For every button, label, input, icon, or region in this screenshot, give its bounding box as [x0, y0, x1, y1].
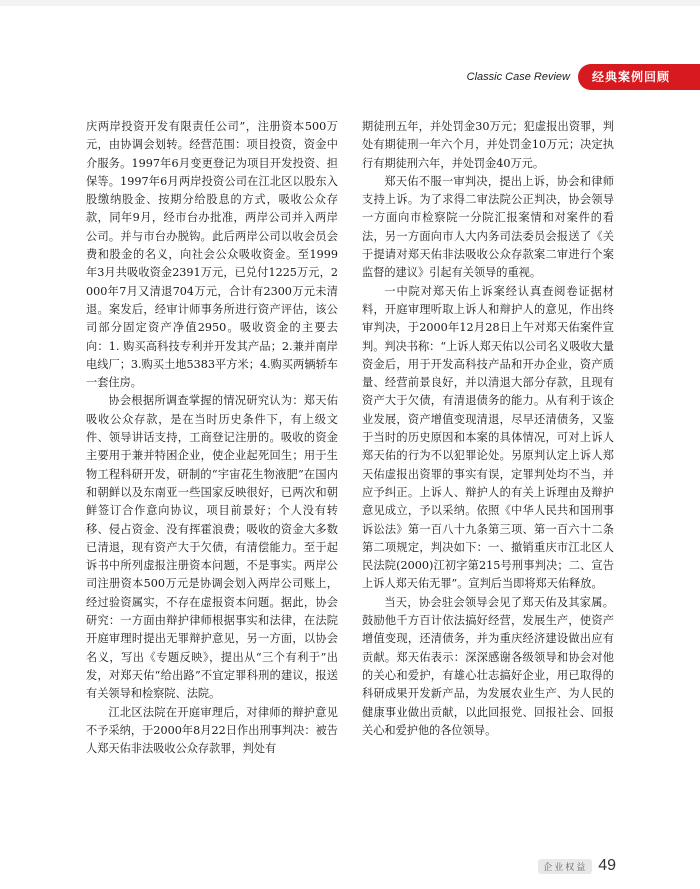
section-title-en: Classic Case Review: [466, 71, 570, 83]
paragraph: 一中院对郑天佑上诉案经认真查阅卷证据材料，开庭审理听取上诉人和辩护人的意见，作出终审判决，于2000年12月28日上午对郑天佑案件宣判。判决书称：“上诉人郑天佑以公司名义吸收大量资金后，用于开发高科技产品和开办企业，资产质量、经营前景良好，并以清退大部分存款，且现有资产大于欠债，有清退债务的能力。从有利于该企业发展，资产增值变现清退，尽早还清债务，又鉴于当时的历史原因和本案的具体情况，可对上诉人郑天佑的行为不以犯罪论处。另原判认定上诉人郑天佑虚报出资罪的事实有误，定罪判处均不当，并应予纠正。上诉人、辩护人的有关上诉理由及辩护意见成立，予以采纳。依照《中华人民共和国刑事诉讼法》第一百八十九条第三项、第一百六十二条第二项规定，判决如下：一、撤销重庆市江北区人民法院(2000)江初字第215号刑事判决；二、宣告上诉人郑天佑无罪”。宣判后当即将郑天佑释放。: [362, 284, 614, 591]
left-column: [86, 118, 338, 848]
section-header: [467, 64, 700, 90]
paragraph: 郑天佑不服一审判决，提出上诉，协会和律师支持上诉。为了求得二审法院公正判决，协会领导一方面向市检察院一分院汇报案情和对案件的看法，另一方面向市人大内务司法委员会报送了《关于提请对郑天佑非法吸收公众存款案二审进行个案监督的建议》引起有关领导的重视。: [362, 174, 614, 280]
paragraph: 期徒刑五年，并处罚金30万元；犯虚报出资罪，判处有期徒刑一年六个月，并处罚金10万元；决定执行有期徒刑六年，并处罚金40万元。: [362, 120, 614, 170]
paragraph: 协会根据所调查掌握的情况研究认为：郑天佑吸收公众存款，是在当时历史条件下，有上级文件、领导讲话支持，工商登记注册的。吸收的资金主要用于兼并特困企业，使企业起死回生；用于生物工程科研开发，研制的“宇宙花生物液肥”在国内和朝鲜以及东南亚一些国家反映很好，已两次和朝鲜签订合作意向协议，项目前景好；个人没有转移、侵占资金、没有挥霍浪费；吸收的资金大多数已清退，现有资产大于欠债，有清偿能力。至于起诉书中所列虚报注册资本问题，不是事实。两岸公司注册资本500万元是协调会划入两岸公司账上，经过验资属实，不存在虚报资本问题。据此，协会研究：一方面由辩护律师根据事实和法律，在法院开庭审理时提出无罪辩护意见，另一方面，以协会名义，写出《专题反映》，提出从“三个有利于”出发，对郑天佑“给出路”不宜定罪科刑的建议，报送有关领导和检察院、法院。: [86, 394, 338, 701]
section-title-cn: 经典案例回顾: [578, 64, 700, 90]
paragraph: 江北区法院在开庭审理后，对律师的辩护意见不予采纳，于2000年8月22日作出刑事判决：被告人郑天佑非法吸收公众存款罪，判处有: [86, 705, 338, 756]
top-border: [0, 0, 700, 6]
page-number: 49: [598, 857, 616, 874]
page-footer: [538, 857, 616, 875]
paragraph: 当天，协会驻会领导会见了郑天佑及其家属。鼓励他千方百计依法搞好经营，发展生产，使资产增值变现，还清债务，并为重庆经济建设做出应有贡献。郑天佑表示：深深感谢各级领导和协会对他的关心和爱护，有雄心壮志搞好企业，用已取得的科研成果开发新产品，为发展农业生产、为人民的健康事业做出贡献，以此回报党、回报社会、回报关心和爱护他的各位领导。: [362, 595, 614, 737]
magazine-name: 企业权益: [538, 859, 592, 874]
right-column: [362, 118, 614, 848]
paragraph: 庆两岸投资开发有限责任公司”，注册资本500万元，由协调会划转。经营范围：项目投资，资金中介服务。1997年6月变更登记为项目开发投资、担保等。1997年6月两岸投资公司在江北区以股东入股缴纳股金、按期分给股息的方式，吸收公众存款，同年9月，经市台办批准，两岸公司并入两岸公司。并与市台办脱钩。此后两岸公司以收会员会费和股金的名义，向社会公众吸收资金。至1999年3月共吸收资金2391万元，已兑付1225万元，2000年7月又清退704万元，合计有2300万元未清退。案发后，经审计师事务所进行资产评估，该公司部分固定资产净值2950。吸收资金的主要去向：1. 购买高科技专利并开发其产品；2.兼并南岸电线厂；3.购买土地5383平方米；4.购买两辆轿车一套住房。: [86, 120, 338, 390]
article-body: [86, 118, 614, 848]
